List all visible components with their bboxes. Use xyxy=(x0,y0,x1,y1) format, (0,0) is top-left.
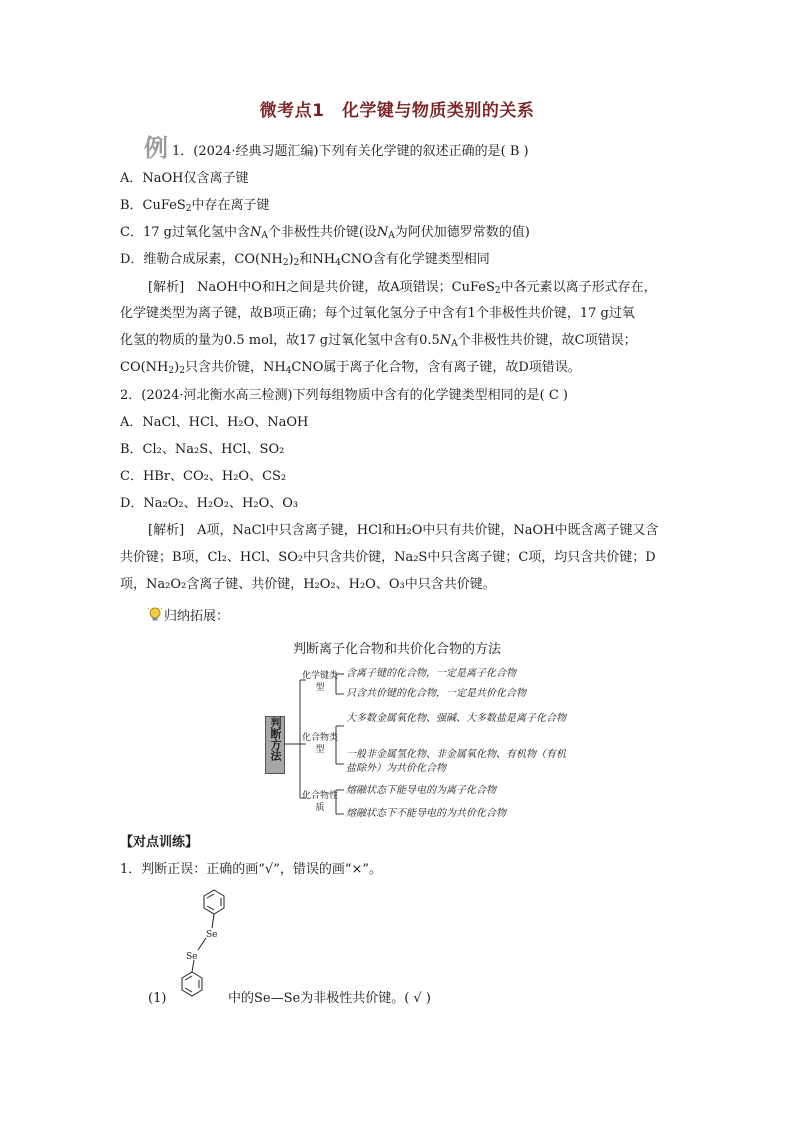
diagram-item: 一般非金属氢化物、非金属氧化物、有机物（有机盐除外）为共价化合物 xyxy=(346,749,566,774)
q2-option-a: A．NaCl、HCl、H₂O、NaOH xyxy=(120,415,309,430)
q2-analysis-line2: 共价键；B项，Cl₂、HCl、SO₂中只含共价键，Na₂S中只含离子键；C项，均只含共价键；D xyxy=(120,550,656,565)
structure-atom-se-2: Se xyxy=(186,952,198,962)
diagram-branch-2-label: 化合物类型 xyxy=(301,733,338,755)
lightbulb-icon xyxy=(148,607,162,623)
q2-option-c: C．HBr、CO₂、H₂O、CS₂ xyxy=(120,469,287,484)
diagram-item: 熔融状态下能导电的为离子化合物 xyxy=(346,785,496,796)
q1-analysis-line2: 化学键类型为离子键，故B项正确；每个过氧化氢分子中含有1个非极性共价键，17 g过氧 xyxy=(120,306,635,321)
q1-stem: 1．(2024·经典习题汇编)下列有关化学键的叙述正确的是( B ) xyxy=(172,144,529,159)
example-mark: 例 xyxy=(144,133,168,162)
q1-analysis-line4: $CO(NH_2)_2$只含共价键，$NH_4CNO$属于离子化合物，含有离子键，故D项错误。 xyxy=(120,360,581,376)
diagram-branch-3-label: 化合物性质 xyxy=(301,791,338,813)
q1-option-b: B．CuFeS$_2$中存在离子键 xyxy=(120,198,270,214)
q1-option-c: C．17 g过氧化氢中含$N_A$个非极性共价键(设$N_A$为阿伏加德罗常数的值) xyxy=(120,225,530,241)
diphenyl-diselenide-structure xyxy=(170,888,230,1004)
diagram-item: 只含共价键的化合物，一定是共价化合物 xyxy=(346,688,526,699)
diagram-item: 大多数金属氧化物、强碱、大多数盐是离子化合物 xyxy=(346,713,566,724)
diagram-item: 熔融状态下不能导电的为共价化合物 xyxy=(346,808,506,819)
tip-label: 归纳拓展： xyxy=(164,609,230,624)
q1-analysis-line3: 化氢的物质的量为0.5 mol，故17 g过氧化氢中含有$0.5N_A$个非极性共价键，故C项错误； xyxy=(120,333,637,349)
diagram-branch-1-label: 化学键类型 xyxy=(301,671,338,693)
q1-option-d: D．维勒合成尿素，$CO(NH_2)_2$和$NH_4CNO$含有化学键类型相同 xyxy=(120,252,490,268)
q2-analysis-line3: 项，Na₂O₂含离子键、共价键，H₂O₂、H₂O、O₃中只含共价键。 xyxy=(120,577,496,592)
page-title: 微考点1 化学键与物质类别的关系 xyxy=(259,101,535,121)
q2-analysis-line1: [解析] A项，NaCl中只含离子键，HCl和H₂O中只有共价键，NaOH中既含离子键又含 xyxy=(148,523,659,538)
q2-option-d: D．Na₂O₂、H₂O₂、H₂O、O₃ xyxy=(120,496,299,511)
diagram-root-label: 判断方法 xyxy=(269,717,282,761)
practice-item-1-text: 中的Se—Se为非极性共价键。( √ ) xyxy=(228,991,431,1006)
practice-question-1: 1．判断正误：正确的画“√”，错误的画“×”。 xyxy=(120,862,383,877)
practice-heading: 【对点训练】 xyxy=(120,835,199,850)
q2-option-b: B．Cl₂、Na₂S、HCl、SO₂ xyxy=(120,442,285,457)
diagram-title: 判断离子化合物和共价化合物的方法 xyxy=(292,642,501,657)
q2-stem: 2．(2024·河北衡水高三检测)下列每组物质中含有的化学键类型相同的是( C ) xyxy=(120,388,568,403)
practice-item-1-number: (1) xyxy=(148,991,167,1006)
q1-option-a: A．NaOH仅含离子键 xyxy=(120,171,249,186)
diagram-item: 含离子键的化合物，一定是离子化合物 xyxy=(346,668,516,679)
structure-atom-se-1: Se xyxy=(206,930,218,940)
q1-analysis-line1: [解析] NaOH中O和H之间是共价键，故A项错误；CuFeS$_2$中各元素以离子形式存在， xyxy=(148,280,657,296)
